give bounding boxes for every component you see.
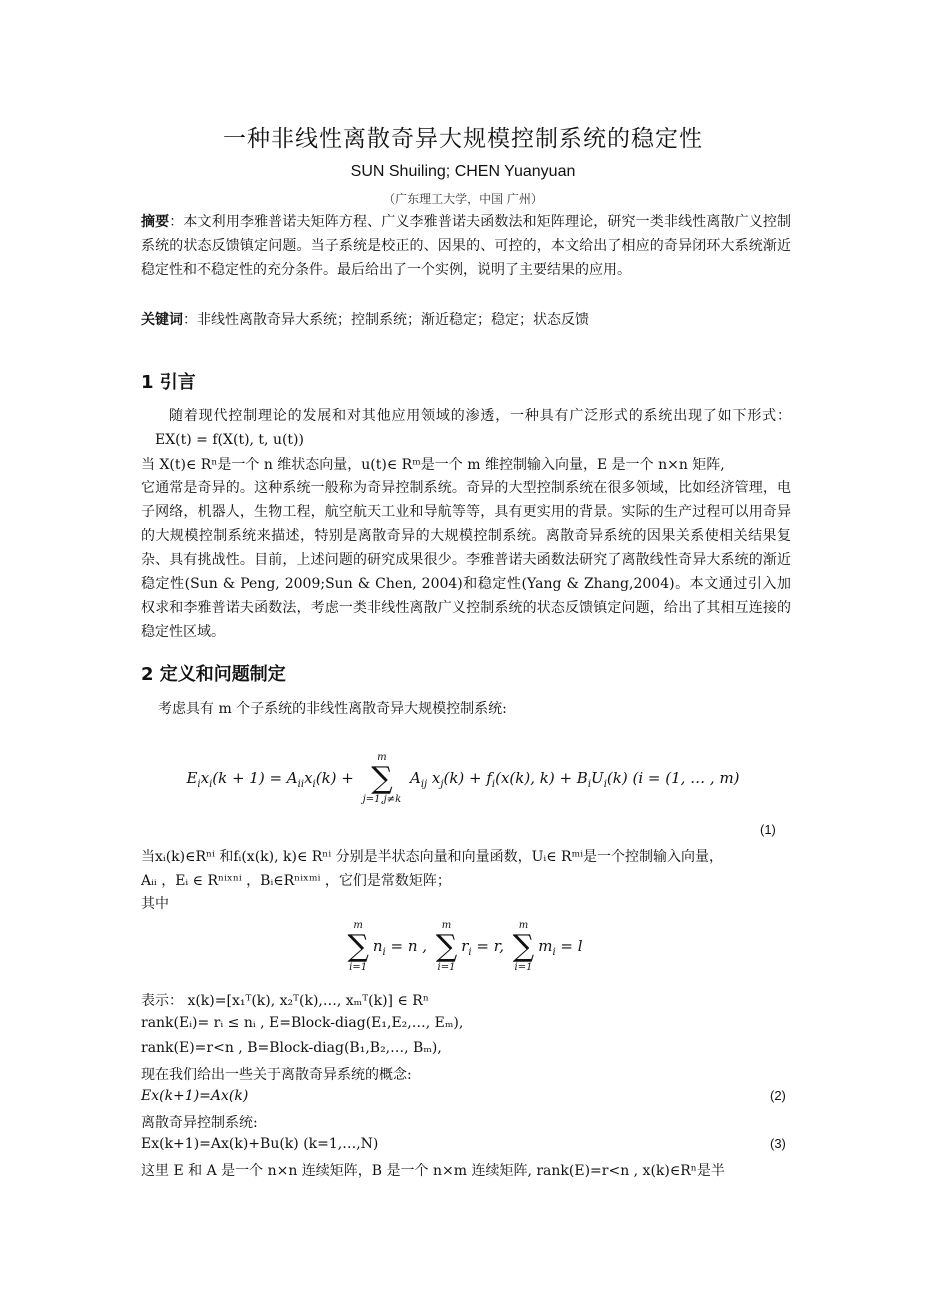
keywords-label: 关键词 [141,312,183,328]
section-2-line-f: rank(E)=r<n , B=Block-diag(B₁,B₂,…, Bₘ), [141,1040,442,1056]
section-2-heading: 2 定义和问题制定 [141,664,286,685]
section-1-p1-text: 随着现代控制理论的发展和对其他应用领域的渗透，一种具有广泛形式的系统出现了如下形式： [169,408,791,424]
section-1-p2b: 它通常是奇异的。这种系统一般称为奇异控制系统。奇异的大型控制系统在很多领域，比如经济管理，电子网络，机器人，生物工程，航空航天工业和导航等等，具有更实用的背景。实际的生产过程可以用奇异的大规模控制系统来描述，特别是离散奇异的大规模控制系统。离散奇异系统的因果关系使相关结果复杂、具有挑战性。目前，上述问题的研究成果很少。李雅普诺夫函数法研究了离散线性奇异大系统的渐近稳定性(Sun & Peng, 2009;Sun & Chen, 2004)和稳定性(Yang & Zhang,2004)。本文通过引入加权求和李雅普诺夫函数法，考虑一类非线性离散广义控制系统的状态反馈镇定问题，给出了其相互连接的稳定性区域。 [141,480,791,640]
keywords [141,308,791,332]
section-2-line-a: 当xᵢ(k)∈Rⁿⁱ 和fᵢ(x(k), k)∈ Rⁿⁱ 分别是半状态向量和向量函数，Uᵢ∈ Rᵐⁱ是一个控制输入向量， [141,849,724,865]
equation-1: $E_ix_i(k + 1) = A_{ii}x_i(k)$ + m ∑ j=1,j≠k $A_{ij}$ $x_j(k) + f_i(x(k)$, $k) + B_iU_i(k) (i = (1$, … , m) [186,752,740,805]
equation-2: Ex(k+1)=Ax(k) [141,1088,249,1104]
paper-authors: SUN Shuiling; CHEN Yuanyuan [350,163,576,180]
section-2-line-h: 离散奇异控制系统: [141,1115,258,1131]
sum-symbol: m ∑ i=1 [347,920,369,973]
section-1-paragraph-1 [141,404,791,452]
abstract [141,210,791,282]
section-1-p2a: 当 X(t)∈ Rⁿ是一个 n 维状态向量，u(t)∈ Rᵐ是一个 m 维控制输入向量，E 是一个 n×n 矩阵, [141,457,725,473]
equation-sums: m ∑ i=1 $n_i = n$ , m ∑ i=1 $r_i = r$, m ∑ i=1 $m_i = l$ [347,920,583,973]
equation-0: EX(t) = f(X(t), t, u(t)) [155,432,304,448]
section-2-line-i: 这里 E 和 A 是一个 n×n 连续矩阵，B 是一个 n×m 连续矩阵, rank(E)=r<n , x(k)∈Rⁿ是半 [141,1163,725,1179]
section-2-line-g: 现在我们给出一些关于离散奇异系统的概念: [141,1067,412,1083]
sum-symbol: m ∑ i=1 [512,920,535,973]
abstract-label: 摘要 [141,214,170,230]
equation-3-number: (3) [770,1136,786,1151]
section-2-line-d: 表示： x(k)=[x₁ᵀ(k), x₂ᵀ(k),…, xₘᵀ(k)] ∈ Rⁿ [141,993,429,1009]
section-2-line-b: Aᵢᵢ ，Eᵢ ∈ Rⁿⁱˣⁿⁱ ，Bᵢ∈Rⁿⁱˣᵐⁱ ，它们是常数矩阵； [141,873,451,889]
equation-2-number: (2) [770,1088,786,1103]
sum-symbol: m ∑ i=1 [435,920,458,973]
sum-symbol: m ∑ j=1,j≠k [362,752,402,805]
paper-title: 一种非线性离散奇异大规模控制系统的稳定性 [223,126,703,152]
section-1-heading: 1 引言 [141,372,196,393]
section-2-line-e: rank(Eᵢ)= rᵢ ≤ nᵢ , E=Block-diag(E₁,E₂,…, Eₘ), [141,1015,464,1031]
keywords-text: ：非线性离散奇异大系统；控制系统；渐近稳定；稳定；状态反馈 [183,312,589,328]
section-2-p1: 考虑具有 m 个子系统的非线性离散奇异大规模控制系统: [158,701,507,717]
paper-affiliation: （广东理工大学，中国 广州） [383,192,543,206]
equation-1-number: (1) [760,822,776,837]
abstract-text: ：本文利用李雅普诺夫矩阵方程、广义李雅普诺夫函数法和矩阵理论，研究一类非线性离散广义控制系统的状态反馈镇定问题。当子系统是校正的、因果的、可控的，本文给出了相应的奇异闭环大系统渐近稳定性和不稳定性的充分条件。最后给出了一个实例，说明了主要结果的应用。 [141,214,792,278]
section-2-line-c: 其中 [141,896,169,912]
equation-3: Ex(k+1)=Ax(k)+Bu(k) (k=1,…,N) [141,1136,379,1152]
